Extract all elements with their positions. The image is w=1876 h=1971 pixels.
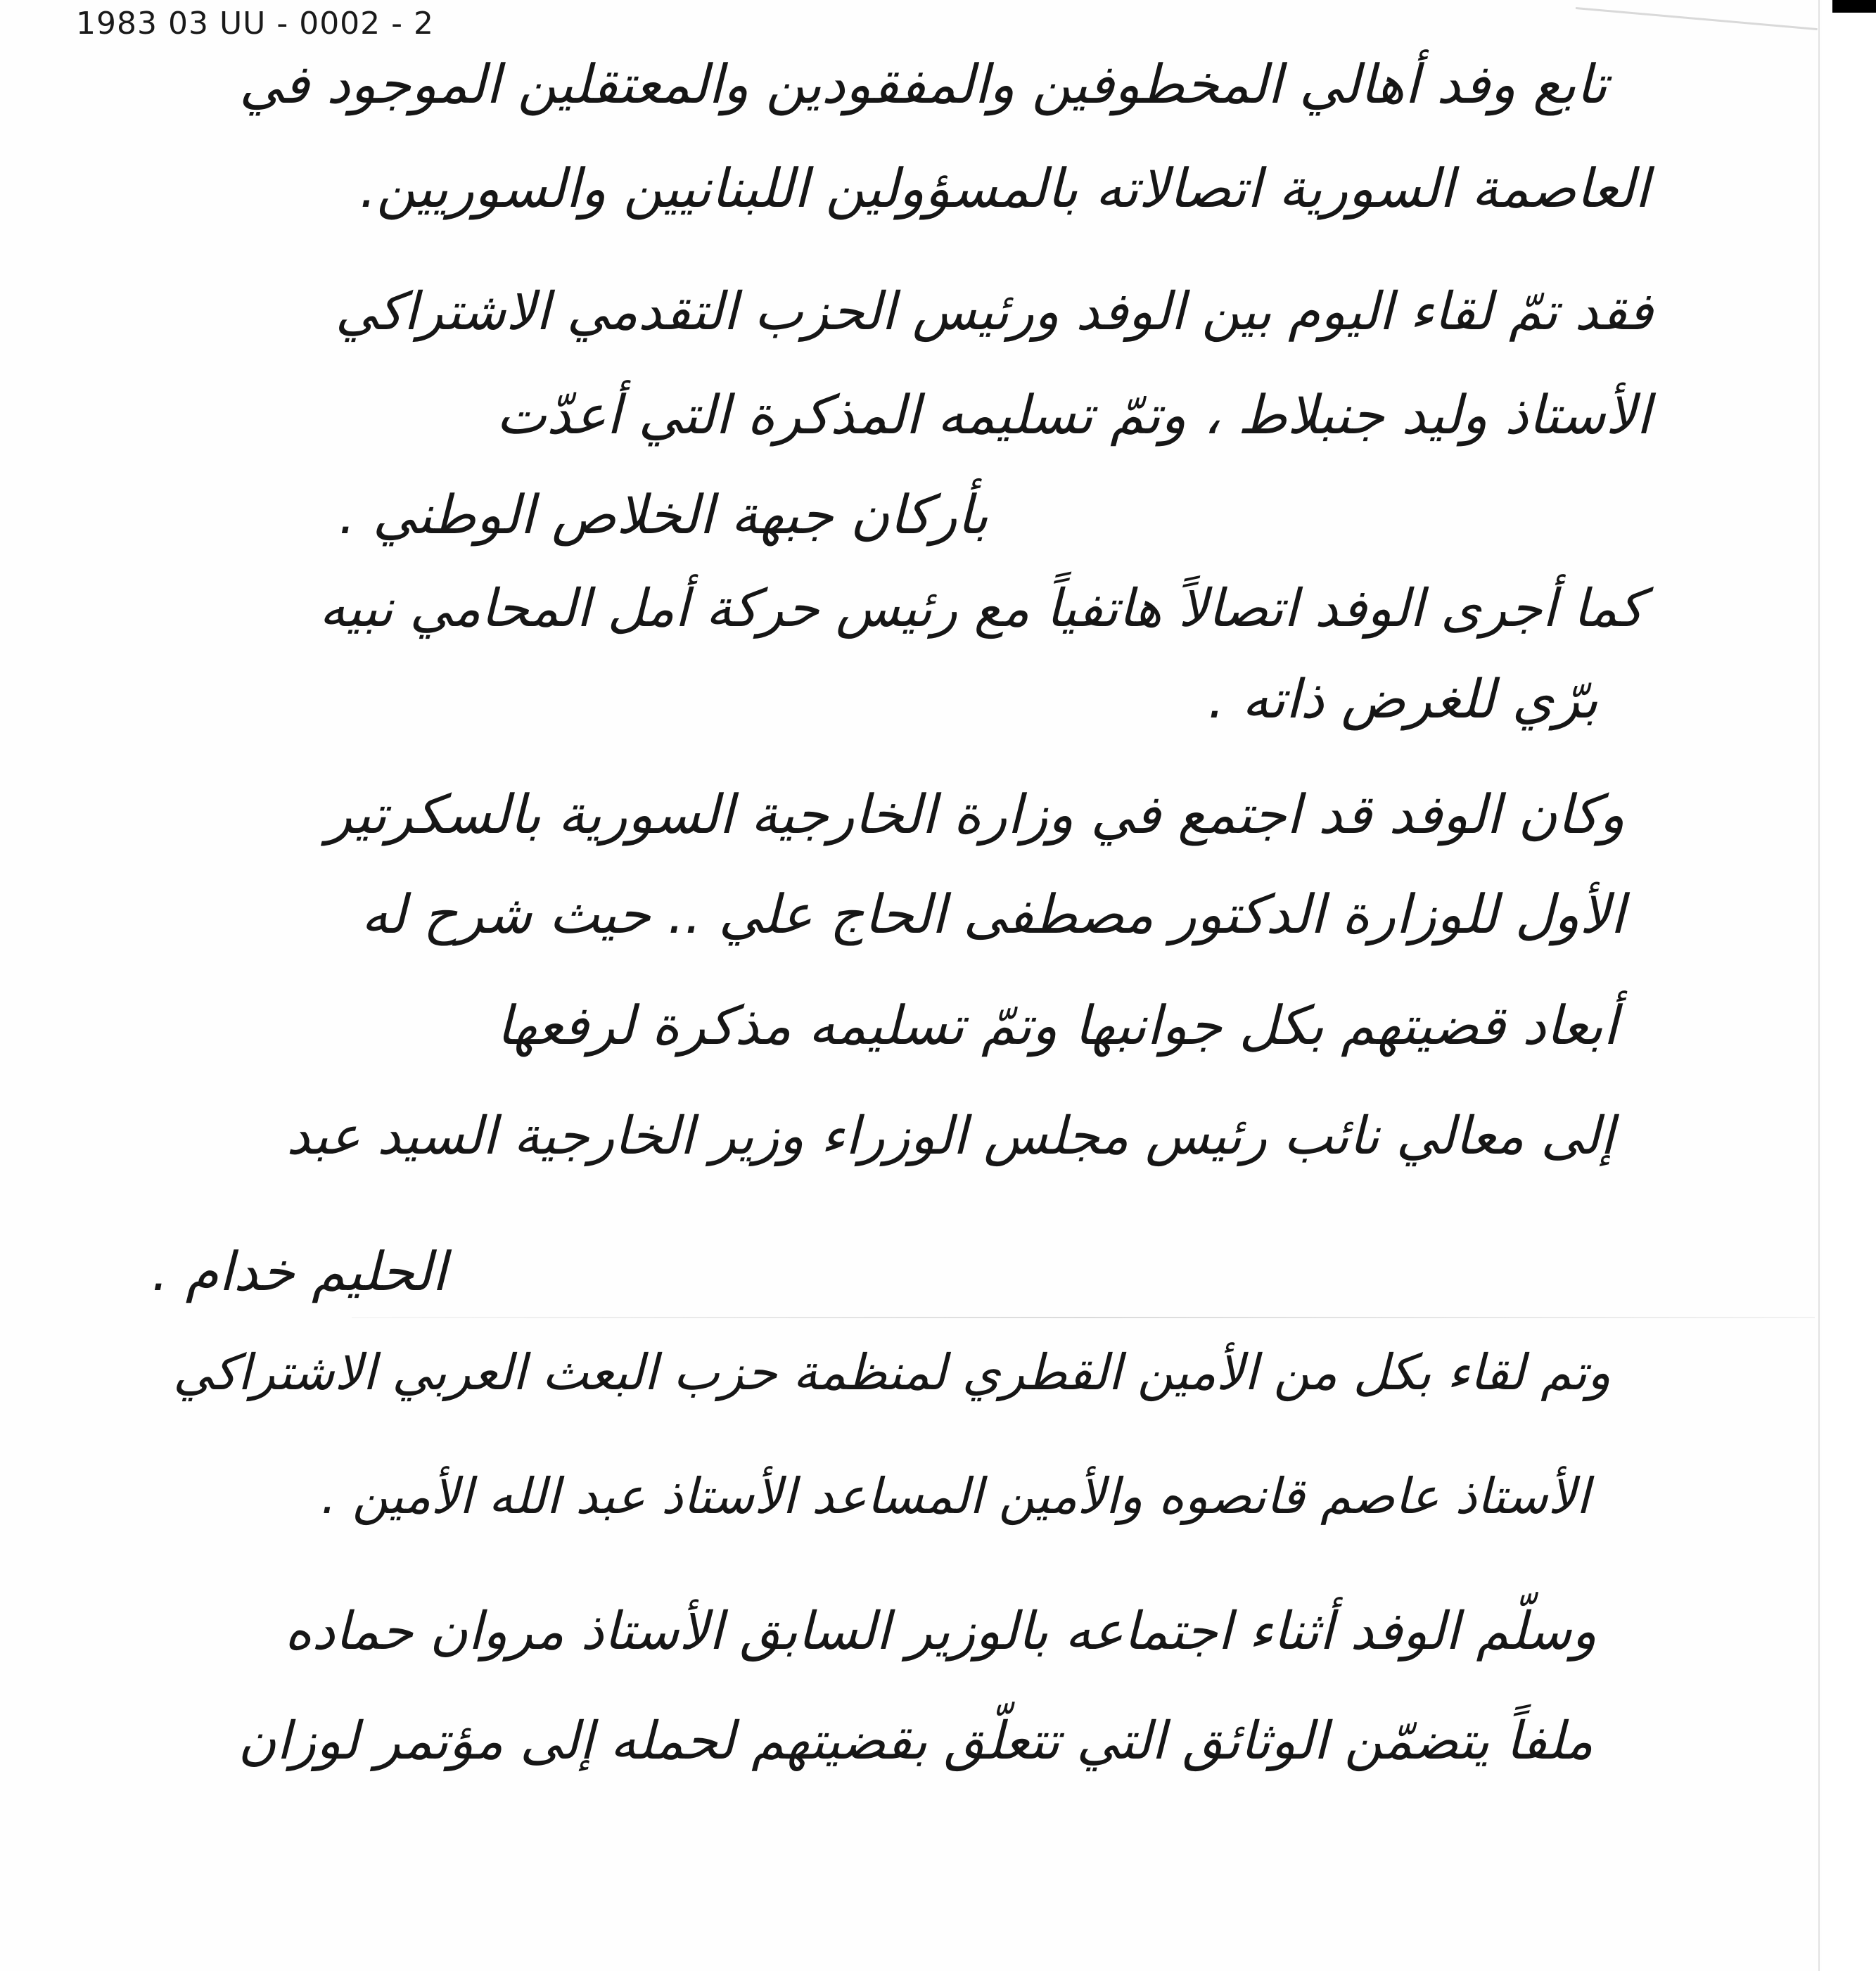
text-line-5: بأركان جبهة الخلاص الوطني . bbox=[338, 483, 988, 546]
text-line-8: وكان الوفد قد اجتمع في وزارة الخارجية السورية بالسكرتير bbox=[326, 783, 1625, 846]
page-fold-line bbox=[352, 1317, 1815, 1318]
text-line-2: العاصمة السورية اتصالاته بالمسؤولين اللبنانيين والسوريين. bbox=[359, 157, 1650, 219]
text-line-11: إلى معالي نائب رئيس مجلس الوزراء وزير الخارجية السيد عبد bbox=[286, 1106, 1614, 1166]
text-line-14: الأستاذ عاصم قانصوه والأمين المساعد الأستاذ عبد الله الأمين . bbox=[321, 1467, 1590, 1525]
text-line-15: وسلّم الوفد أثناء اجتماعه بالوزير السابق الأستاذ مروان حماده bbox=[284, 1601, 1597, 1661]
scan-corner-mark bbox=[1832, 0, 1876, 13]
text-line-6: كما أجرى الوفد اتصالاً هاتفياً مع رئيس حركة أمل المحامي نبيه bbox=[319, 578, 1644, 639]
text-line-16: ملفاً يتضمّن الوثائق التي تتعلّق بقضيتهم لحمله إلى مؤتمر لوزان bbox=[238, 1711, 1593, 1771]
text-line-1: تابع وفد أهالي المخطوفين والمفقودين والمعتقلين الموجود في bbox=[239, 53, 1607, 115]
document-code: 1983 03 UU - 0002 - 2 bbox=[76, 6, 435, 42]
text-line-10: أبعاد قضيتهم بكل جوانبها وتمّ تسليمه مذكرة لرفعها bbox=[496, 994, 1618, 1057]
text-line-12: الحليم خدام . bbox=[151, 1240, 447, 1303]
page-edge bbox=[1818, 0, 1820, 1971]
text-line-7: برّي للغرض ذاته . bbox=[1208, 668, 1598, 730]
text-line-3: فقد تمّ لقاء اليوم بين الوفد ورئيس الحزب التقدمي الاشتراكي bbox=[335, 281, 1653, 342]
text-line-13: وتم لقاء بكل من الأمين القطري لمنظمة حزب البعث العربي الاشتراكي bbox=[172, 1344, 1611, 1401]
text-line-4: الأستاذ وليد جنبلاط ، وتمّ تسليمه المذكرة التي أعدّت bbox=[496, 383, 1651, 446]
text-line-9: الأول للوزارة الدكتور مصطفى الحاج علي .. حيث شرح له bbox=[361, 883, 1625, 945]
